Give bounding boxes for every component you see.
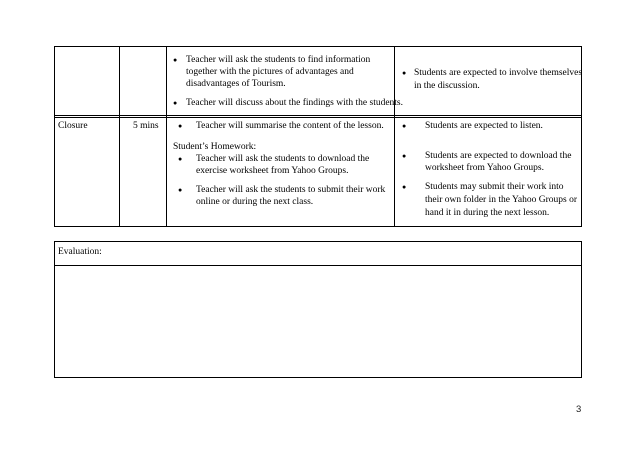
row1-student-item-1-line-1: Students are expected to involve themselves: [414, 68, 583, 78]
page-number: 3: [576, 404, 582, 415]
homework-item-1-line-2: exercise worksheet from Yahoo Groups.: [196, 166, 349, 176]
bullet-icon: ●: [173, 99, 178, 107]
closure-student-item-2-line-1: Students are expected to download the: [425, 151, 572, 161]
closure-teacher-item-1: Teacher will summarise the content of the lesson.: [196, 121, 384, 131]
row-divider-closure: [54, 115, 582, 116]
bullet-icon: ●: [402, 122, 407, 130]
homework-title: Student’s Homework:: [173, 142, 257, 152]
col-divider-stage: [119, 46, 120, 227]
bullet-icon: ●: [178, 155, 183, 163]
row1-teacher-item-1-line-3: disadvantages of Tourism.: [186, 79, 286, 89]
bullet-icon: ●: [402, 183, 407, 191]
closure-stage: Closure: [58, 121, 88, 131]
homework-item-2-line-2: online or during the next class.: [196, 197, 314, 207]
col-divider-activity: [394, 46, 395, 227]
row-divider-closure-2: [54, 117, 582, 118]
closure-student-item-3-line-3: hand it in during the next lesson.: [425, 208, 550, 218]
closure-student-item-3-line-1: Students may submit their work into: [425, 182, 564, 192]
homework-item-2-line-1: Teacher will ask the students to submit their work: [196, 185, 386, 195]
bullet-icon: ●: [178, 122, 183, 130]
closure-student-item-2-line-2: worksheet from Yahoo Groups.: [425, 163, 545, 173]
bullet-icon: ●: [402, 152, 407, 160]
bullet-icon: ●: [402, 69, 407, 77]
evaluation-label: Evaluation:: [58, 247, 102, 257]
bullet-icon: ●: [178, 186, 183, 194]
evaluation-header-divider: [54, 265, 582, 266]
evaluation-table: [54, 241, 582, 378]
bullet-icon: ●: [173, 56, 178, 64]
closure-time: 5 mins: [133, 121, 159, 131]
row1-teacher-item-2-line-1: Teacher will discuss about the findings with the students.: [186, 98, 404, 108]
closure-student-item-1: Students are expected to listen.: [425, 121, 543, 131]
row1-student-item-1-line-2: in the discussion.: [414, 81, 480, 91]
row1-teacher-item-1-line-2: together with the pictures of advantages and: [186, 67, 354, 77]
row1-teacher-item-1-line-1: Teacher will ask the students to find information: [186, 55, 371, 65]
col-divider-time: [166, 46, 167, 227]
homework-item-1-line-1: Teacher will ask the students to download the: [196, 154, 370, 164]
closure-student-item-3-line-2: their own folder in the Yahoo Groups or: [425, 195, 577, 205]
